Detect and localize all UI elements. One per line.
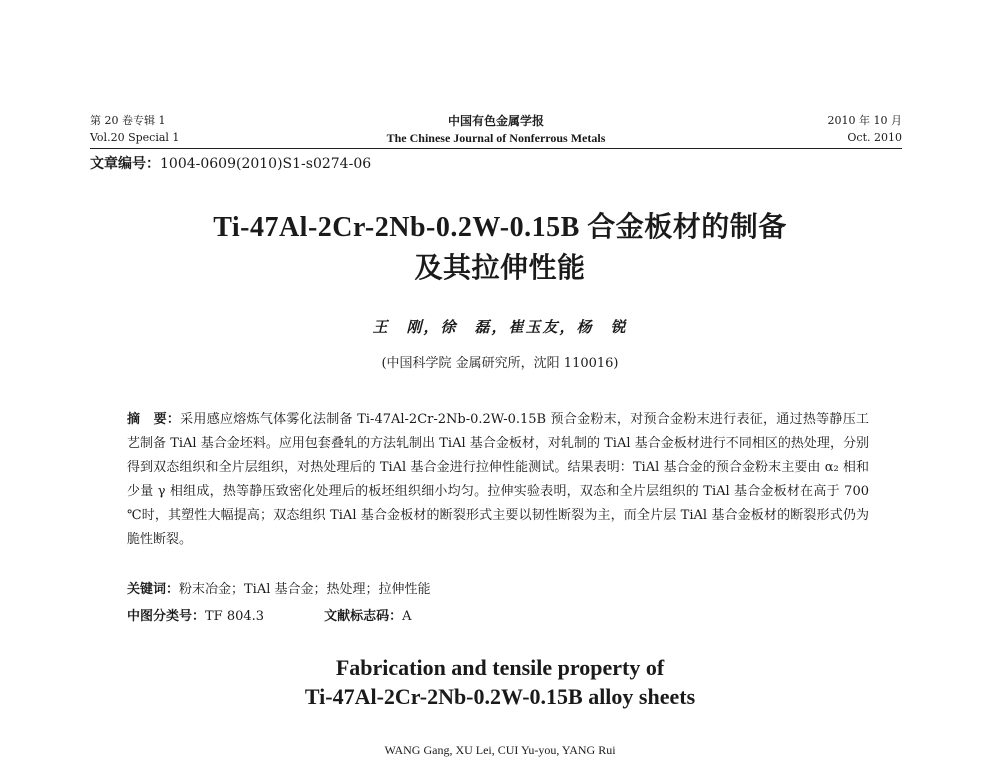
authors-cn: 王 刚，徐 磊，崔玉友，杨 锐	[372, 318, 628, 336]
doc-code-label: 文献标志码：	[324, 609, 403, 624]
journal-name-en: The Chinese Journal of Nonferrous Metals	[386, 131, 606, 145]
authors-en: WANG Gang, XU Lei, CUI Yu-you, YANG Rui	[384, 743, 616, 757]
title-en-line2: Ti-47Al-2Cr-2Nb-0.2W-0.15B alloy sheets	[304, 684, 696, 709]
issue-cn: 第 20 卷专辑 1	[90, 114, 166, 127]
header-rule	[90, 148, 902, 149]
article-number-label: 文章编号：	[90, 156, 160, 172]
article-number	[90, 153, 371, 173]
doc-code-value: A	[402, 609, 412, 624]
clc-value: TF 804.3	[205, 609, 265, 624]
date-cn: 2010 年 10 月	[827, 114, 902, 127]
issue-en: Vol.20 Special 1	[90, 131, 180, 144]
classification-line	[127, 605, 411, 624]
affiliation-cn: (中国科学院 金属研究所，沈阳 110016)	[381, 356, 619, 371]
title-en-line1: Fabrication and tensile property of	[335, 655, 665, 680]
abstract-label: 摘 要：	[127, 412, 181, 427]
article-number-value: 1004-0609(2010)S1-s0274-06	[160, 156, 372, 172]
abstract-text: 采用感应熔炼气体雾化法制备 Ti-47Al-2Cr-2Nb-0.2W-0.15B 预合金粉末，对预合金粉末进行表征，通过热等静压工艺制备 TiAl 基合金坯料。应用包套叠轧的方法轧制出 TiAl 基合金板材，对轧制的 TiAl 基合金板材进行不同相区的热处理，分别得到双态组织和全片层组织，对热处理后的 TiAl 基合金进行拉伸性能测试。结果表明：TiAl 基合金的预合金粉末主要由 α₂ 相和少量 γ 相组成，热等静压致密化处理后的板坯组织细小均匀。拉伸实验表明，双态和全片层组织的 TiAl 基合金板材在高于 700 ℃时，其塑性大幅提高；双态组织 TiAl 基合金板材的断裂形式主要以韧性断裂为主，而全片层 TiAl 基合金板材的断裂形式仍为脆性断裂。	[127, 412, 869, 547]
date-en: Oct. 2010	[847, 131, 902, 144]
clc-label: 中图分类号：	[127, 609, 206, 624]
title-cn-line2: 及其拉伸性能	[414, 253, 586, 284]
title-cn-line1: Ti-47Al-2Cr-2Nb-0.2W-0.15B 合金板材的制备	[213, 212, 787, 243]
keywords-cn	[127, 578, 431, 597]
journal-name-cn: 中国有色金属学报	[447, 114, 544, 128]
keywords-label: 关键词：	[127, 582, 180, 597]
abstract-cn	[127, 408, 869, 552]
keywords-text: 粉末冶金；TiAl 基合金；热处理；拉伸性能	[179, 582, 431, 597]
